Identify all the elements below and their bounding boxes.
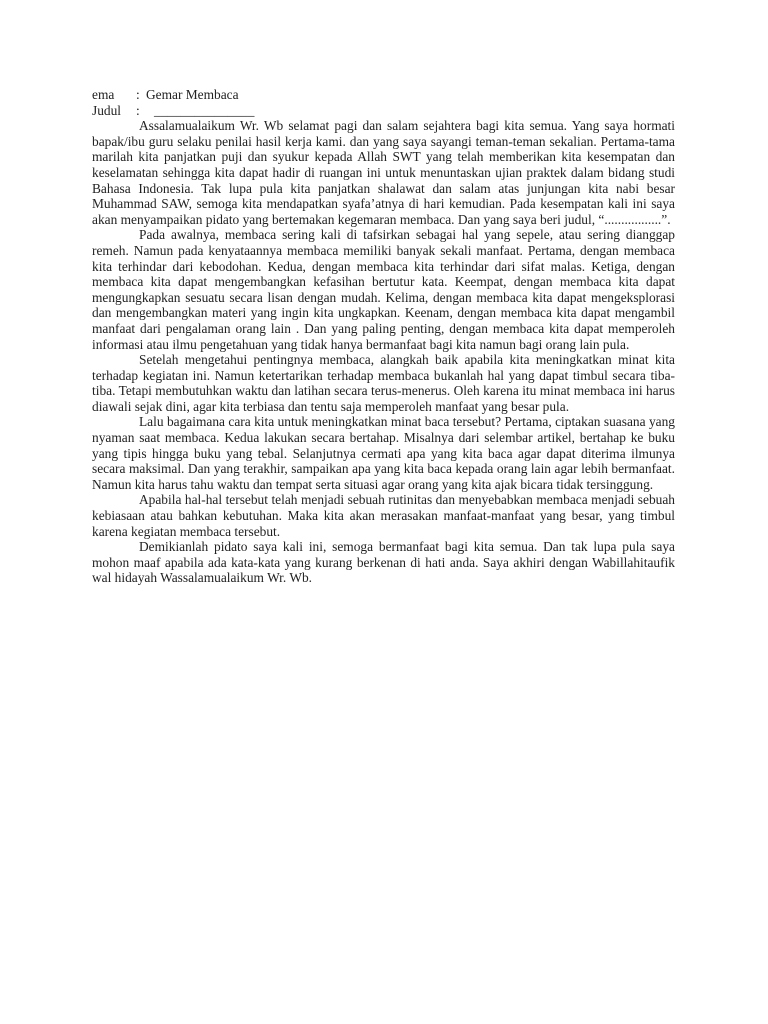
- paragraph-methods: Lalu bagaimana cara kita untuk meningkatkan minat baca tersebut? Pertama, ciptakan suasana yang nyaman saat membaca. Kedua lakukan secara bertahap. Misalnya dari selembar artikel, bertahap ke buku yang tipis hingga buku yang tebal. Selanjutnya cermati apa yang kita baca agar dapat diterima ilmunya secara maksimal. Dan yang terakhir, sampaikan apa yang kita baca kepada orang lain agar lebih bermanfaat. Namun kita harus tahu waktu dan tempat serta situasi agar orang yang kita ajak bicara tidak tersinggung.: [92, 414, 675, 492]
- tema-value: Gemar Membaca: [146, 87, 239, 102]
- document-page: [92, 87, 675, 586]
- judul-blank: _______________: [154, 102, 255, 118]
- judul-separator: :: [136, 102, 140, 118]
- paragraph-benefits: Pada awalnya, membaca sering kali di tafsirkan sebagai hal yang sepele, atau sering dianggap remeh. Namun pada kenyataannya membaca memiliki banyak sekali manfaat. Pertama, dengan membaca kita terhindar dari kebodohan. Kedua, dengan membaca kita terhindar dari sifat malas. Ketiga, dengan membaca kita dapat mengembangkan kefasihan bertutur kata. Keempat, dengan membaca kita dapat mengungkapkan sesuatu secara lisan dengan mudah. Kelima, dengan membaca kita dapat mengeksplorasi dan mengembangkan materi yang ingin kita ungkapkan. Keenam, dengan membaca kita dapat mengambil manfaat dari pengalaman orang lain . Dan yang paling penting, dengan membaca kita dapat memperoleh informasi atau ilmu pengetahuan yang tidak hanya bermanfaat bagi kita namun bagi orang lain pula.: [92, 227, 675, 352]
- paragraph-interest: Setelah mengetahui pentingnya membaca, alangkah baik apabila kita meningkatkan minat kita terhadap kegiatan ini. Namun ketertarikan terhadap membaca bukanlah hal yang dapat timbul secara tiba-tiba. Tetapi membutuhkan waktu dan latihan secara terus-menerus. Oleh karena itu minat membaca ini harus diawali sejak dini, agar kita terbiasa dan tentu saja memperoleh manfaat yang besar pula.: [92, 352, 675, 414]
- tema-label: ema: [92, 87, 115, 102]
- judul-label: Judul: [92, 102, 122, 118]
- tema-row: [92, 87, 675, 103]
- paragraph-closing: Demikianlah pidato saya kali ini, semoga bermanfaat bagi kita semua. Dan tak lupa pula saya mohon maaf apabila ada kata-kata yang kurang berkenan di hati anda. Saya akhiri dengan Wabillahitaufik wal hidayah Wassalamualaikum Wr. Wb.: [92, 539, 675, 586]
- paragraph-opening: Assalamualaikum Wr. Wb selamat pagi dan salam sejahtera bagi kita semua. Yang saya hormati bapak/ibu guru selaku penilai hasil kerja kami. dan yang saya sayangi teman-teman sekalian. Pertama-tama marilah kita panjatkan puji dan syukur kepada Allah SWT yang telah memberikan kita kesempatan dan keselamatan sehingga kita dapat hadir di ruangan ini untuk menuntaskan ujian praktek dalam bidang studi Bahasa Indonesia. Tak lupa pula kita panjatkan shalawat dan salam atas junjungan kita nabi besar Muhammad SAW, semoga kita mendapatkan syafa’atnya di hari kemudian. Pada kesempatan kali ini saya akan menyampaikan pidato yang bertemakan kegemaran membaca. Dan yang saya beri judul, “.................”.: [92, 118, 675, 227]
- paragraph-habit: Apabila hal-hal tersebut telah menjadi sebuah rutinitas dan menyebabkan membaca menjadi sebuah kebiasaan atau bahkan kebutuhan. Maka kita akan merasakan manfaat-manfaat yang besar, yang timbul karena kegiatan membaca tersebut.: [92, 492, 675, 539]
- tema-separator: :: [136, 87, 140, 102]
- judul-row: [92, 103, 675, 119]
